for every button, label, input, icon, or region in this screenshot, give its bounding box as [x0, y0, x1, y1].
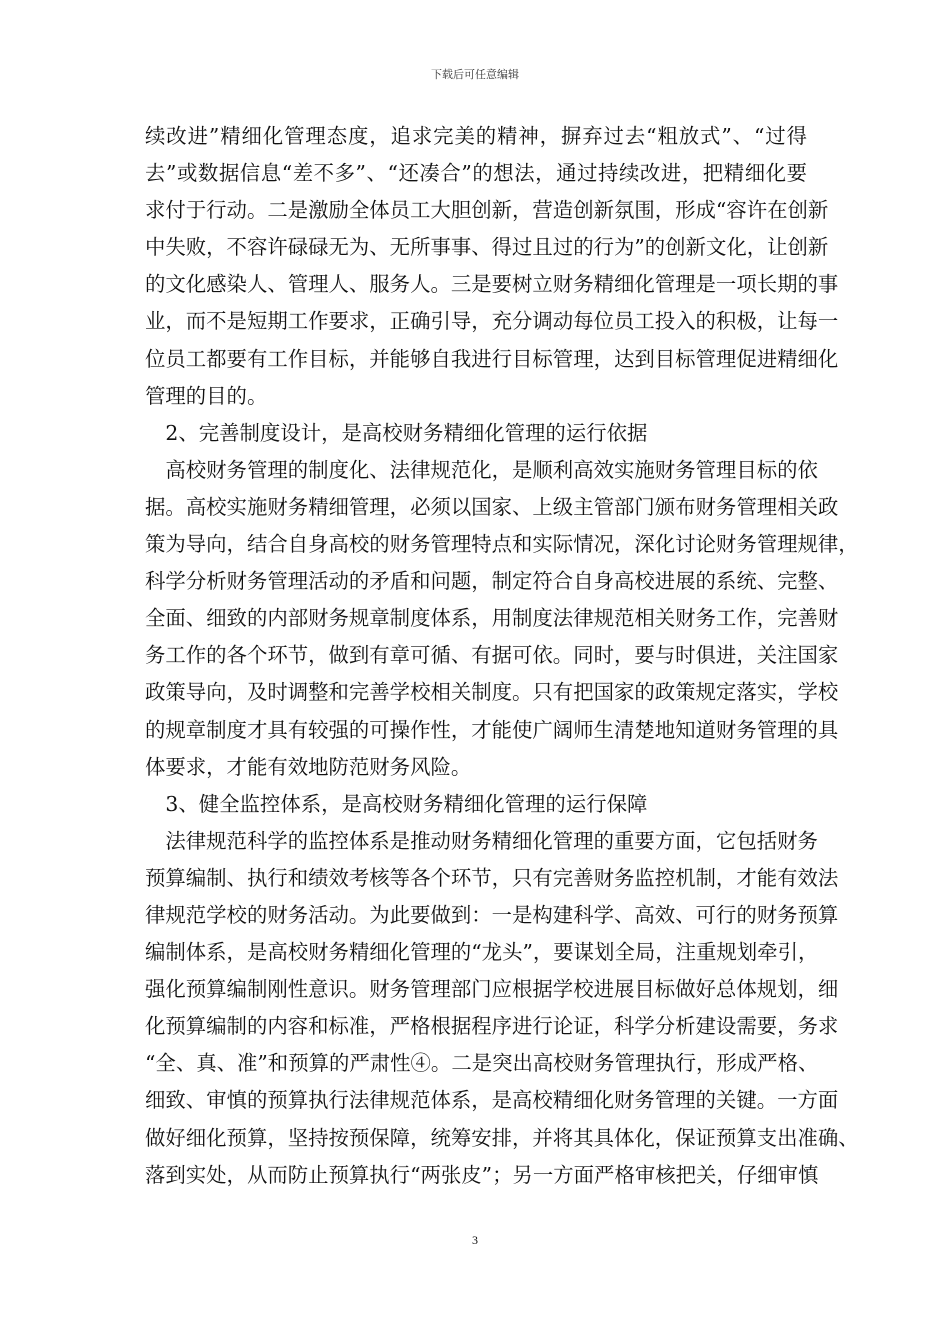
page-number: 3 [472, 1233, 478, 1247]
text-line: 的规章制度才具有较强的可操作性，才能使广阔师生清楚地知道财务管理的具 [145, 717, 839, 742]
text-line: 政策导向，及时调整和完善学校相关制度。只有把国家的政策规定落实，学校 [145, 680, 839, 705]
text-line: 体要求，才能有效地防范财务风险。 [145, 754, 472, 779]
text-line: 法律规范科学的监控体系是推动财务精细化管理的重要方面，它包括财务 [145, 828, 818, 853]
document-body [145, 118, 859, 1194]
text-line: 管理的目的。 [145, 383, 268, 408]
text-line: 位员工都要有工作目标，并能够自我进行目标管理，达到目标管理促进精细化 [145, 346, 839, 371]
text-line: 全面、细致的内部财务规章制度体系，用制度法律规范相关财务工作，完善财 [145, 606, 839, 631]
text-line: 据。高校实施财务精细管理，必须以国家、上级主管部门颁布财务管理相关政 [145, 494, 839, 519]
text-line: 细致、审慎的预算执行法律规范体系，是高校精细化财务管理的关键。一方面 [145, 1088, 839, 1113]
text-line: 去”或数据信息“差不多”、“还凑合”的想法，通过持续改进，把精细化要 [145, 161, 807, 186]
text-line: 落到实处，从而防止预算执行“两张皮”；另一方面严格审核把关，仔细审慎 [145, 1162, 819, 1187]
text-line: 做好细化预算，坚持按预保障，统筹安排，并将其具体化，保证预算支出准确、 [145, 1125, 859, 1150]
section-heading: 2、完善制度设计，是高校财务精细化管理的运行依据 [145, 420, 648, 445]
text-line: 律规范学校的财务活动。为此要做到：一是构建科学、高效、可行的财务预算 [145, 902, 839, 927]
text-line: 预算编制、执行和绩效考核等各个环节，只有完善财务监控机制，才能有效法 [145, 865, 839, 890]
page-header: 下载后可任意编辑 [431, 68, 519, 81]
section-heading: 3、健全监控体系，是高校财务精细化管理的运行保障 [145, 791, 648, 816]
text-line: 策为导向，结合自身高校的财务管理特点和实际情况，深化讨论财务管理规律， [145, 532, 859, 557]
text-line: 业，而不是短期工作要求，正确引导，充分调动每位员工投入的积极，让每一 [145, 309, 839, 334]
text-line: 高校财务管理的制度化、法律规范化，是顺利高效实施财务管理目标的依 [145, 457, 818, 482]
text-line: 科学分析财务管理活动的矛盾和问题，制定符合自身高校进展的系统、完整、 [145, 569, 839, 594]
text-line: 的文化感染人、管理人、服务人。三是要树立财务精细化管理是一项长期的事 [145, 272, 839, 297]
text-line: “全、真、准”和预算的严肃性④。二是突出高校财务管理执行，形成严格、 [145, 1051, 819, 1076]
text-line: 务工作的各个环节，做到有章可循、有据可依。同时，要与时俱进，关注国家 [145, 643, 839, 668]
text-line: 续改进”精细化管理态度，追求完美的精神，摒弃过去“粗放式”、“过得 [145, 124, 807, 148]
text-line: 中失败，不容许碌碌无为、无所事事、得过且过的行为”的创新文化，让创新 [145, 235, 829, 260]
text-line: 强化预算编制刚性意识。财务管理部门应根据学校进展目标做好总体规划，细 [145, 977, 839, 1002]
text-line: 化预算编制的内容和标准，严格根据程序进行论证，科学分析建设需要，务求 [145, 1014, 839, 1039]
text-line: 编制体系，是高校财务精细化管理的“龙头”，要谋划全局，注重规划牵引， [145, 940, 819, 965]
text-line: 求付于行动。二是激励全体员工大胆创新，营造创新氛围，形成“容许在创新 [145, 198, 829, 223]
